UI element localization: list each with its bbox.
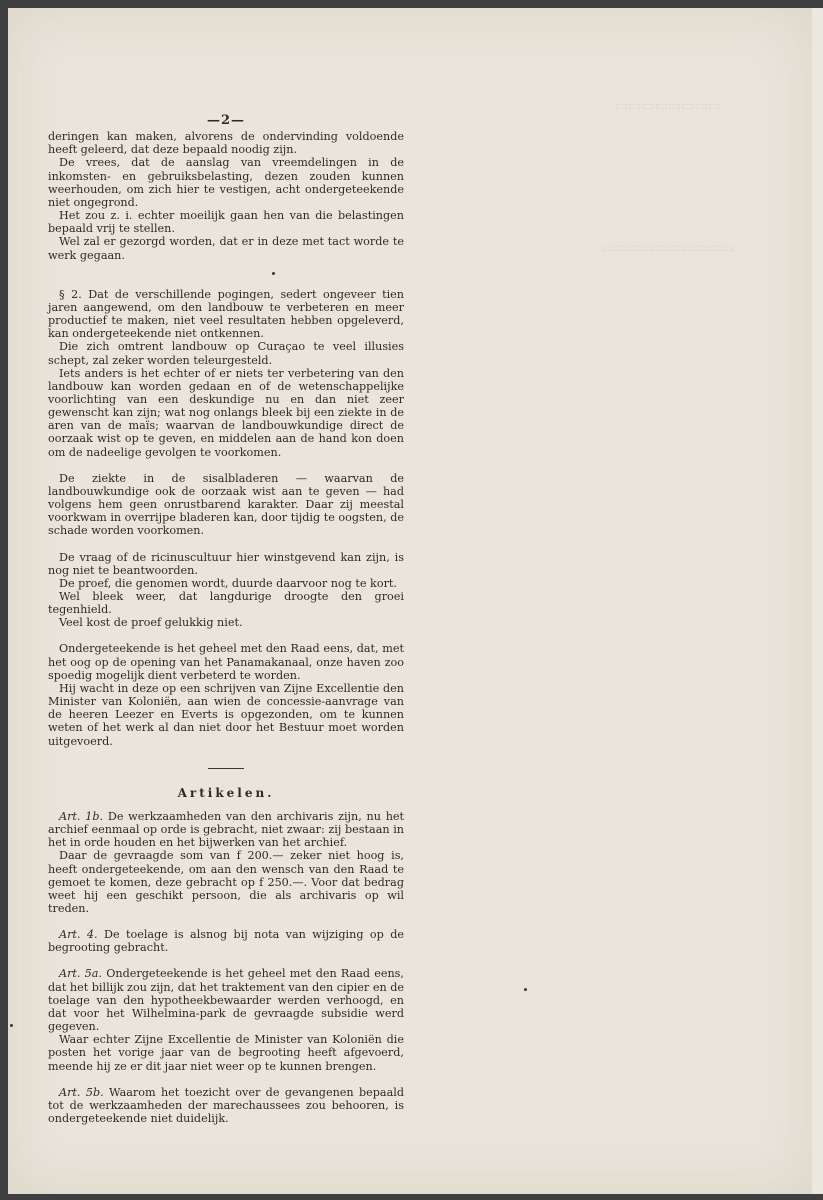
section-divider — [208, 768, 244, 769]
paragraph: Iets anders is het echter of er niets ter verbetering van den landbouw kan worden gedaan en of de wetenschappelijke voorlichting van een deskundige nu en dan niet zeer gewenscht kan zijn; wat nog onlangs bleek bij een ziekte in de aren van de maïs; waarvan de landbouwkundige direct de oorzaak wist op te geven, en middelen aan de hand kon doen om de nadeelige gevolgen te voorkomen. — [48, 366, 404, 459]
article-paragraph: Daar de gevraagde som van f 200.— zeker niet hoog is, heeft ondergeteekende, om aan den wensch van den Raad te gemoet te komen, deze gebracht op f 250.—. Voor dat bedrag weet hij een geschikt persoon, die als archivaris op wil treden. — [48, 849, 404, 915]
article-paragraph — [48, 967, 404, 1033]
article-text: De werkzaamheden van den archivaris zijn, nu het archief eenmaal op orde is gebracht, niet zwaar: zij bestaan in het in orde houden en het bijwerken van het archief. — [48, 809, 405, 850]
paragraph: Wel zal er gezorgd worden, dat er in deze met tact worde te werk gegaan. — [48, 235, 404, 262]
paper-speck — [10, 1024, 13, 1027]
article-label: Art. 4. — [59, 928, 98, 942]
article-paragraph — [48, 810, 404, 849]
bleed-through-text: ▭▭▭▭▭▭▭▭ — [615, 98, 721, 114]
article-paragraph — [48, 928, 404, 954]
article-label: Art. 1b. — [59, 809, 104, 823]
paragraph: Wel bleek weer, dat langdurige droogte den groei tegenhield. — [48, 590, 404, 617]
page-number: —2— — [206, 113, 246, 128]
text-column — [48, 114, 404, 1125]
article-text: Waarom het toezicht over de gevangenen bepaald tot de werkzaamheden der marechaussees zou behooren, is ondergeteekende niet duidelijk. — [48, 1085, 404, 1125]
article-label: Art. 5b. — [59, 1085, 104, 1099]
paragraph: Hij wacht in deze op een schrijven van Zijne Excellentie den Minister van Koloniën, aan wien de concessie-aanvrage van de heeren Leezer en Everts is opgezonden, om te kunnen weten of het werk al dan niet door het Bestuur moet worden uitgevoerd. — [48, 681, 404, 748]
article-paragraph: Waar echter Zijne Excellentie de Minister van Koloniën die posten het vorige jaar van de begrooting heeft afgevoerd, meende hij ze er dit jaar niet weer op te kunnen brengen. — [48, 1033, 404, 1073]
paragraph: De vraag of de ricinuscultuur hier winstgevend kan zijn, is nog niet te beantwoorden. — [48, 550, 404, 577]
article-text: Ondergeteekende is het geheel met den Raad eens, dat het billijk zou zijn, dat het traktement van den cipier en de toelage van den hypotheekbewaarder werden verhoogd, en dat voor het Wilhelmina-park de gevraagde subsidie werd gegeven. — [48, 967, 404, 1034]
article-label: Art. 5a. — [59, 967, 103, 981]
paragraph: De proef, die genomen wordt, duurde daarvoor nog te kort. — [59, 576, 397, 590]
paragraph: De ziekte in de sisalbladeren — waarvan de landbouwkundige ook de oorzaak wist aan te geven — had volgens hem geen onrustbarend karakter. Daar zij meestal voorkwam in overrijpe bladeren kan, door tijdig te oogsten, de schade worden voorkomen. — [48, 471, 404, 538]
paragraph: De vrees, dat de aanslag van vreemdelingen in de inkomsten- en gebruiksbelasting, dezen zouden kunnen weerhouden, om zich hier te vestigen, acht ondergeteekende niet ongegrond. — [48, 156, 404, 209]
paragraph: Veel kost de proef gelukkig niet. — [59, 616, 243, 630]
paragraph-section-2: § 2. Dat de verschillende pogingen, sedert ongeveer tien jaren aangewend, om den landbouw te verbeteren en meer productief te maken, niet veel resultaten hebben opgeleverd, kan ondergeteekende niet ontkennen. — [48, 287, 404, 341]
article-paragraph — [48, 1086, 404, 1125]
page-edge — [812, 8, 823, 1194]
paper-speck — [524, 988, 527, 991]
article-text: De toelage is alsnog bij nota van wijziging op de begrooting gebracht. — [48, 928, 405, 955]
paragraph: Die zich omtrent landbouw op Curaçao te veel illusies schept, zal zeker worden teleurgesteld. — [48, 340, 404, 367]
section-heading: Artikelen. — [177, 785, 275, 800]
bleed-through-text: ▭▭▭▭▭▭▭▭▭▭ — [601, 240, 735, 256]
paragraph: Het zou z. i. echter moeilijk gaan hen van die belastingen bepaald vrij te stellen. — [48, 209, 404, 236]
paragraph: deringen kan maken, alvorens de ondervinding voldoende heeft geleerd, dat deze bepaald noodig zijn. — [48, 130, 404, 157]
paragraph: Ondergeteekende is het geheel met den Raad eens, dat, met het oog op de opening van het Panamakanaal, onze haven zoo spoedig mogelijk dient verbeterd te worden. — [48, 642, 404, 682]
